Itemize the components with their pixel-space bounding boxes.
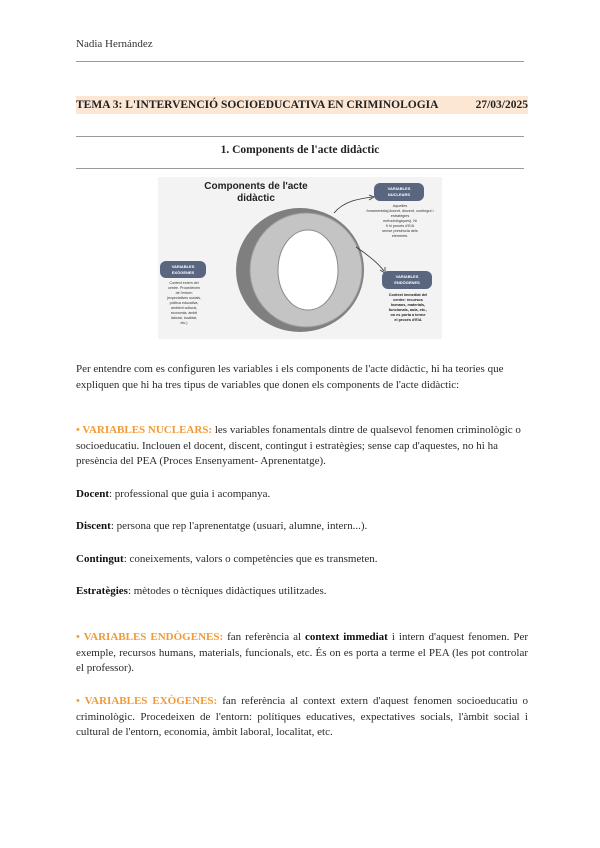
section-title: 1. Components de l'acte didàctic <box>220 144 380 156</box>
svg-text:centre. Procedeixen: centre. Procedeixen <box>168 286 200 290</box>
nuclear-label-line1: VARIABLES <box>387 186 411 191</box>
endogenes-text-2: i intern d'aquest fenomen. Per exemple, recursos humans, materials, funcionals, etc. És on es porta a terme el PEA (les pot controlar el professor). <box>76 631 529 674</box>
discent-paragraph <box>76 519 528 535</box>
exogen-description <box>167 281 201 325</box>
exogen-label-line1: VARIABLES <box>171 264 195 269</box>
exogenes-paragraph <box>76 694 528 741</box>
svg-text:ambient cultural,: ambient cultural, <box>170 306 198 310</box>
svg-text:metodològiques). Ni: metodològiques). Ni <box>383 219 417 223</box>
exogenes-text: fan referència al context extern d'aquest fenomen socioeducatiu o criminològic. Procedeixen de l'entorn: polítiques educatives, expectatives socials, l'àmbit social i cultural de l'entorn, economia, àmbit laboral, localitat, etc. <box>76 695 528 738</box>
svg-text:fi hi procés d'E/A: fi hi procés d'E/A <box>385 224 415 228</box>
svg-text:fonamentals(docent, discent, c: fonamentals(docent, discent, contingut i <box>366 209 434 213</box>
svg-text:Context extern del: Context extern del <box>169 281 199 285</box>
contingut-paragraph <box>76 552 528 568</box>
diagram-title-line1: Components de l'acte <box>204 181 308 192</box>
header-divider <box>76 61 524 62</box>
exogen-label-line2: EXÒGENES <box>171 270 195 275</box>
author-name: Nadia Hernández <box>76 38 153 50</box>
endogenes-paragraph <box>76 630 528 677</box>
svg-text:sense presència dels: sense presència dels <box>382 229 418 233</box>
nuclears-label: • VARIABLES NUCLEARS: <box>76 424 213 436</box>
endogenes-bold: context immediat <box>305 631 388 643</box>
svg-text:laboral, localitat,: laboral, localitat, <box>171 316 197 320</box>
section-divider-top <box>76 136 524 137</box>
svg-text:humans, materials,: humans, materials, <box>390 303 426 307</box>
estrategies-term: Estratègies <box>76 585 128 597</box>
svg-text:centre: recursos: centre: recursos <box>393 298 423 302</box>
estrategies-paragraph <box>76 584 528 600</box>
arrowhead-endogen-icon <box>380 267 385 273</box>
svg-text:elements.: elements. <box>391 234 409 238</box>
discent-term: Discent <box>76 520 111 532</box>
section-divider-bottom <box>76 168 524 169</box>
nuclears-text: les variables fonamentals dintre de qualsevol fenomen criminològic o socioeducatiu. Inclouen el docent, discent, contingut i estratègies; sense cap d'aquestes, no hi ha presència del PEA (Proces Ensenyament- Aprenentatge). <box>76 424 521 467</box>
discent-text: : persona que rep l'aprenentatge (usuari, alumne, intern...). <box>110 520 368 532</box>
document-date: 27/03/2025 <box>475 99 528 111</box>
didactic-act-diagram <box>158 177 442 339</box>
diagram-svg <box>158 177 442 339</box>
endogen-label-line2: ENDÒGENES <box>394 280 420 285</box>
svg-text:(expectatives socials,: (expectatives socials, <box>166 296 202 300</box>
endogen-label-line1: VARIABLES <box>395 274 419 279</box>
svg-text:funcionals, aula, etc.,: funcionals, aula, etc., <box>388 308 428 312</box>
endogen-description <box>389 293 427 322</box>
svg-text:de l'entorn: de l'entorn <box>175 291 193 295</box>
svg-text:estratègies: estratègies <box>390 214 410 218</box>
document-title-bar <box>76 96 528 114</box>
diagram-title-line2: didàctic <box>237 193 275 204</box>
svg-text:Aquelles: Aquelles <box>392 204 408 208</box>
svg-text:el procés d'E/A: el procés d'E/A <box>394 318 422 322</box>
document-title: TEMA 3: L'INTERVENCIÓ SOCIOEDUCATIVA EN CRIMINOLOGIA <box>76 99 439 111</box>
svg-text:economia, àmbit: economia, àmbit <box>170 311 198 315</box>
inner-ring <box>278 230 338 310</box>
nuclear-label-line2: NUCLEARS <box>387 192 411 197</box>
exogenes-label: • VARIABLES EXÒGENES: <box>76 695 218 707</box>
contingut-text: : coneixements, valors o competències que es transmeten. <box>123 553 378 565</box>
svg-text:on es porta a terme: on es porta a terme <box>390 313 426 317</box>
docent-term: Docent <box>76 488 109 500</box>
intro-paragraph: Per entendre com es configuren les variables i els components de l'acte didàctic, hi ha teories que expliquen que hi ha tres tipus de variables que donen els components de l'acte didàctic: <box>76 363 504 391</box>
nuclears-paragraph <box>76 423 528 470</box>
nuclear-description <box>367 204 434 238</box>
endogenes-text-1: fan referència al <box>223 631 306 643</box>
svg-text:política educativa,: política educativa, <box>169 301 199 305</box>
svg-text:Context immediat del: Context immediat del <box>388 293 428 297</box>
estrategies-text: : mètodes o tècniques didàctiques utilitzades. <box>127 585 327 597</box>
contingut-term: Contingut <box>76 553 124 565</box>
docent-text: : professional que guia i acompanya. <box>109 488 271 500</box>
docent-paragraph <box>76 487 528 503</box>
svg-text:etc.): etc.) <box>180 321 188 325</box>
endogenes-label: • VARIABLES ENDÒGENES: <box>76 631 224 643</box>
